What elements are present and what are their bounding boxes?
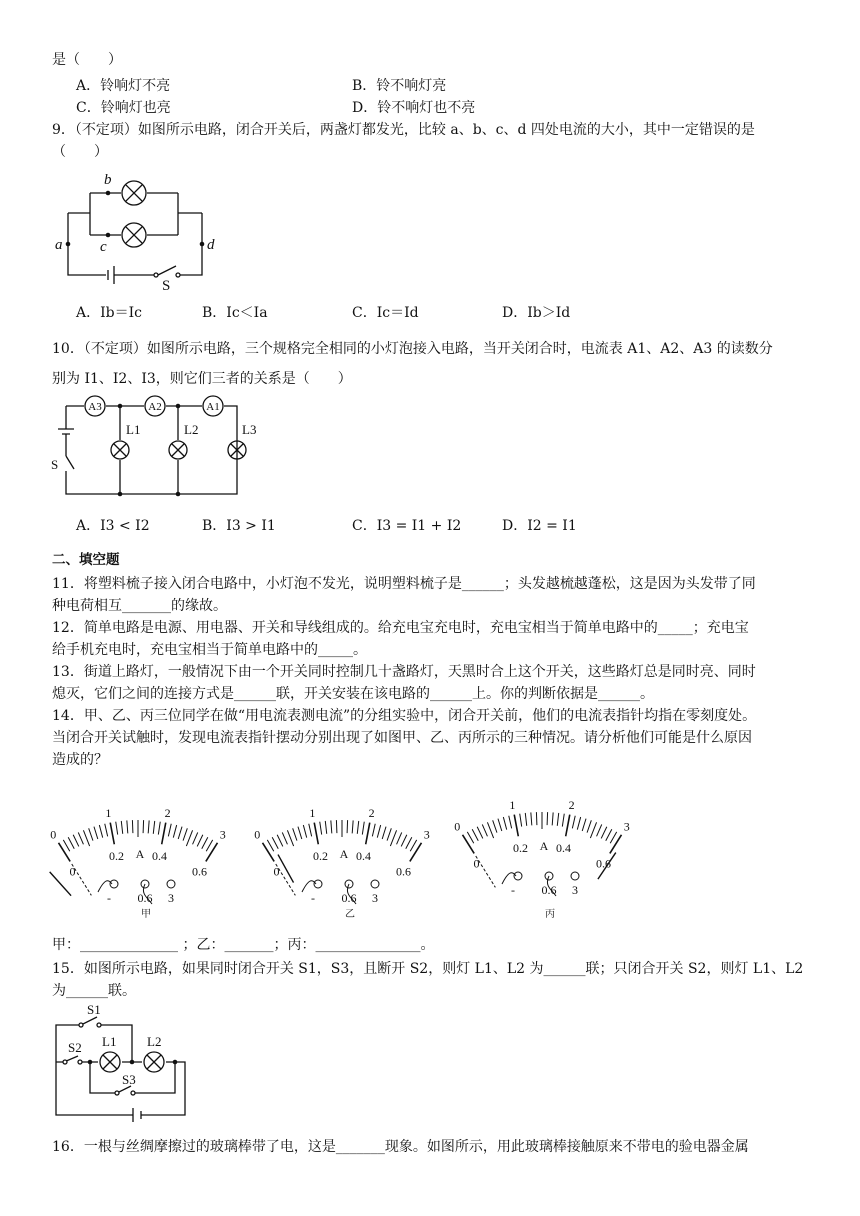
q10-ammeter-a3-label: A3 bbox=[88, 401, 102, 413]
needle bbox=[50, 872, 71, 896]
unit-label: A bbox=[539, 839, 549, 853]
zero-reference-line bbox=[69, 864, 92, 895]
terminal-label: 3 bbox=[372, 891, 378, 905]
scale-lower-label: 0.2 bbox=[513, 841, 529, 856]
q16-line-1: 16．一根与丝绸摩擦过的玻璃棒带了电，这是_______现象。如图所示，用此玻璃棒接触原来不带电的验电器金属 bbox=[52, 1139, 749, 1155]
q9-option-b: B．Ic＜Ia bbox=[202, 305, 268, 321]
q10-switch-label: S bbox=[51, 457, 59, 472]
q10-lamp-l1-label: L1 bbox=[126, 422, 141, 437]
scale-upper-label: 2 bbox=[568, 797, 575, 812]
q15-lamp-l2-label: L2 bbox=[147, 1034, 162, 1049]
q15-switch-s3-label: S3 bbox=[122, 1072, 136, 1087]
q11-line-2: 种电荷相互_______的缘故。 bbox=[52, 598, 227, 614]
q9-label-switch: S bbox=[162, 278, 171, 294]
terminal-label: 0.6 bbox=[341, 891, 357, 905]
terminal-post bbox=[110, 880, 118, 888]
scale-upper-label: 2 bbox=[164, 805, 171, 820]
q15-switch-s2-label: S2 bbox=[68, 1040, 82, 1055]
scale-lower-zero: 0 bbox=[273, 864, 280, 879]
q12-line-2: 给手机充电时，充电宝相当于简单电路中的_____。 bbox=[52, 642, 367, 658]
q15-lamp-l1-label: L1 bbox=[102, 1034, 117, 1049]
scale-upper-label: 0 bbox=[50, 827, 57, 842]
q10-ammeter-a2-label: A2 bbox=[148, 401, 162, 413]
q10-lamp-l2-label: L2 bbox=[184, 422, 199, 437]
unit-label: A bbox=[339, 847, 349, 861]
ammeter-figure-bing bbox=[452, 772, 652, 922]
scale-lower-zero: 0 bbox=[69, 864, 76, 879]
section-title-fill-in: 二、填空题 bbox=[52, 552, 120, 568]
zero-reference-line bbox=[473, 856, 496, 887]
q14-line-3: 造成的？ bbox=[52, 752, 108, 768]
terminal-post bbox=[571, 872, 579, 880]
q9-stem: 9．（不定项）如图所示电路，闭合开关后，两盏灯都发光，比较 a、b、c、d 四处电流的大小，其中一定错误的是 bbox=[52, 122, 755, 138]
q10-option-c: C．I3 = I1 + I2 bbox=[352, 518, 462, 534]
q15-line-1: 15．如图所示电路，如果同时闭合开关 S1，S3，且断开 S2，则灯 L1、L2 为______联；只闭合开关 S2，则灯 L1、L2 bbox=[52, 961, 804, 977]
terminal-label: - bbox=[511, 883, 515, 897]
q15-line-2: 为______联。 bbox=[52, 983, 136, 999]
scale-lower-label: 0.6 bbox=[191, 864, 207, 879]
q10-stem-2: 别为 I1、I2、I3，则它们三者的关系是（ ） bbox=[52, 371, 352, 387]
q9-label-b: b bbox=[104, 172, 112, 188]
caption-bing: 丙 bbox=[545, 909, 555, 920]
q12-line-1: 12．简单电路是电源、用电器、开关和导线组成的。给充电宝充电时，充电宝相当于简单电路中的_____；充电宝 bbox=[52, 620, 749, 636]
scale-upper-label: 3 bbox=[219, 827, 226, 842]
scale-upper-label: 1 bbox=[105, 805, 112, 820]
terminal-label: 0.6 bbox=[137, 891, 153, 905]
scale-upper-label: 3 bbox=[623, 819, 630, 834]
scale-upper-label: 1 bbox=[509, 797, 516, 812]
terminal-post bbox=[514, 872, 522, 880]
scale-upper-label: 3 bbox=[423, 827, 430, 842]
q8-option-b: B．铃不响灯亮 bbox=[352, 78, 447, 94]
q9-stem-2: （ ） bbox=[52, 144, 108, 160]
q9-label-c: c bbox=[100, 239, 107, 255]
terminal-post bbox=[167, 880, 175, 888]
q13-line-2: 熄灭，它们之间的连接方式是______联，开关安装在该电路的______上。你的判断依据是______。 bbox=[52, 686, 654, 702]
q8-option-a: A．铃响灯不亮 bbox=[76, 78, 171, 94]
q9-option-d: D．Ib＞Id bbox=[502, 305, 571, 321]
terminal-label: 0.6 bbox=[541, 883, 557, 897]
caption-jia: 甲 bbox=[141, 909, 151, 920]
q8-tail: 是（ ） bbox=[52, 52, 122, 68]
q10-stem: 10．（不定项）如图所示电路，三个规格完全相同的小灯泡接入电路，当开关闭合时，电流表 A1、A2、A3 的读数分 bbox=[52, 341, 773, 357]
terminal-label: - bbox=[107, 891, 111, 905]
q9-circuit-diagram bbox=[50, 168, 230, 293]
scale-lower-label: 0.4 bbox=[555, 841, 571, 856]
scale-upper-label: 2 bbox=[368, 805, 375, 820]
scale-lower-label: 0.4 bbox=[151, 849, 167, 864]
scale-lower-zero: 0 bbox=[473, 856, 480, 871]
q10-option-a: A．I3 < I2 bbox=[76, 518, 150, 534]
unit-label: A bbox=[135, 847, 145, 861]
q10-option-d: D．I2 = I1 bbox=[502, 518, 577, 534]
q10-circuit-diagram bbox=[48, 394, 258, 504]
caption-yi: 乙 bbox=[345, 909, 355, 920]
terminal-post bbox=[371, 880, 379, 888]
scale-upper-label: 0 bbox=[254, 827, 261, 842]
q9-label-d: d bbox=[207, 237, 215, 253]
q13-line-1: 13．街道上路灯，一般情况下由一个开关同时控制几十盏路灯，天黑时合上这个开关，这些路灯总是同时亮、同时 bbox=[52, 664, 756, 680]
q9-label-a: a bbox=[55, 237, 63, 253]
needle bbox=[278, 855, 294, 883]
q8-option-c: C．铃响灯也亮 bbox=[76, 100, 171, 116]
scale-upper-label: 0 bbox=[454, 819, 461, 834]
scale-lower-label: 0.2 bbox=[109, 849, 125, 864]
q8-option-d: D．铃不响灯也不亮 bbox=[352, 100, 476, 116]
q10-lamp-l3-label: L3 bbox=[242, 422, 257, 437]
terminal-post bbox=[314, 880, 322, 888]
scale-upper-label: 1 bbox=[309, 805, 316, 820]
q15-circuit-diagram bbox=[44, 1000, 204, 1125]
terminal-label: 3 bbox=[168, 891, 174, 905]
q14-answer-line: 甲：______________ ；乙：_______；丙：_______________。 bbox=[52, 937, 435, 953]
q11-line-1: 11．将塑料梳子接入闭合电路中，小灯泡不发光，说明塑料梳子是______；头发越梳越蓬松，这是因为头发带了同 bbox=[52, 576, 756, 592]
scale-lower-label: 0.2 bbox=[313, 849, 329, 864]
terminal-label: - bbox=[311, 891, 315, 905]
q10-ammeter-a1-label: A1 bbox=[206, 401, 220, 413]
q14-line-2: 当闭合开关试触时，发现电流表指针摆动分别出现了如图甲、乙、丙所示的三种情况。请分析他们可能是什么原因 bbox=[52, 730, 752, 746]
terminal-label: 3 bbox=[572, 883, 578, 897]
q15-switch-s1-label: S1 bbox=[87, 1002, 101, 1017]
scale-lower-label: 0.6 bbox=[395, 864, 411, 879]
q9-option-a: A．Ib＝Ic bbox=[76, 305, 142, 321]
q9-option-c: C．Ic＝Id bbox=[352, 305, 419, 321]
scale-lower-label: 0.6 bbox=[595, 856, 611, 871]
scale-lower-label: 0.4 bbox=[355, 849, 371, 864]
q10-option-b: B．I3 > I1 bbox=[202, 518, 276, 534]
q14-line-1: 14．甲、乙、丙三位同学在做“用电流表测电流”的分组实验中，闭合开关前，他们的电流表指针均指在零刻度处。 bbox=[52, 708, 757, 724]
